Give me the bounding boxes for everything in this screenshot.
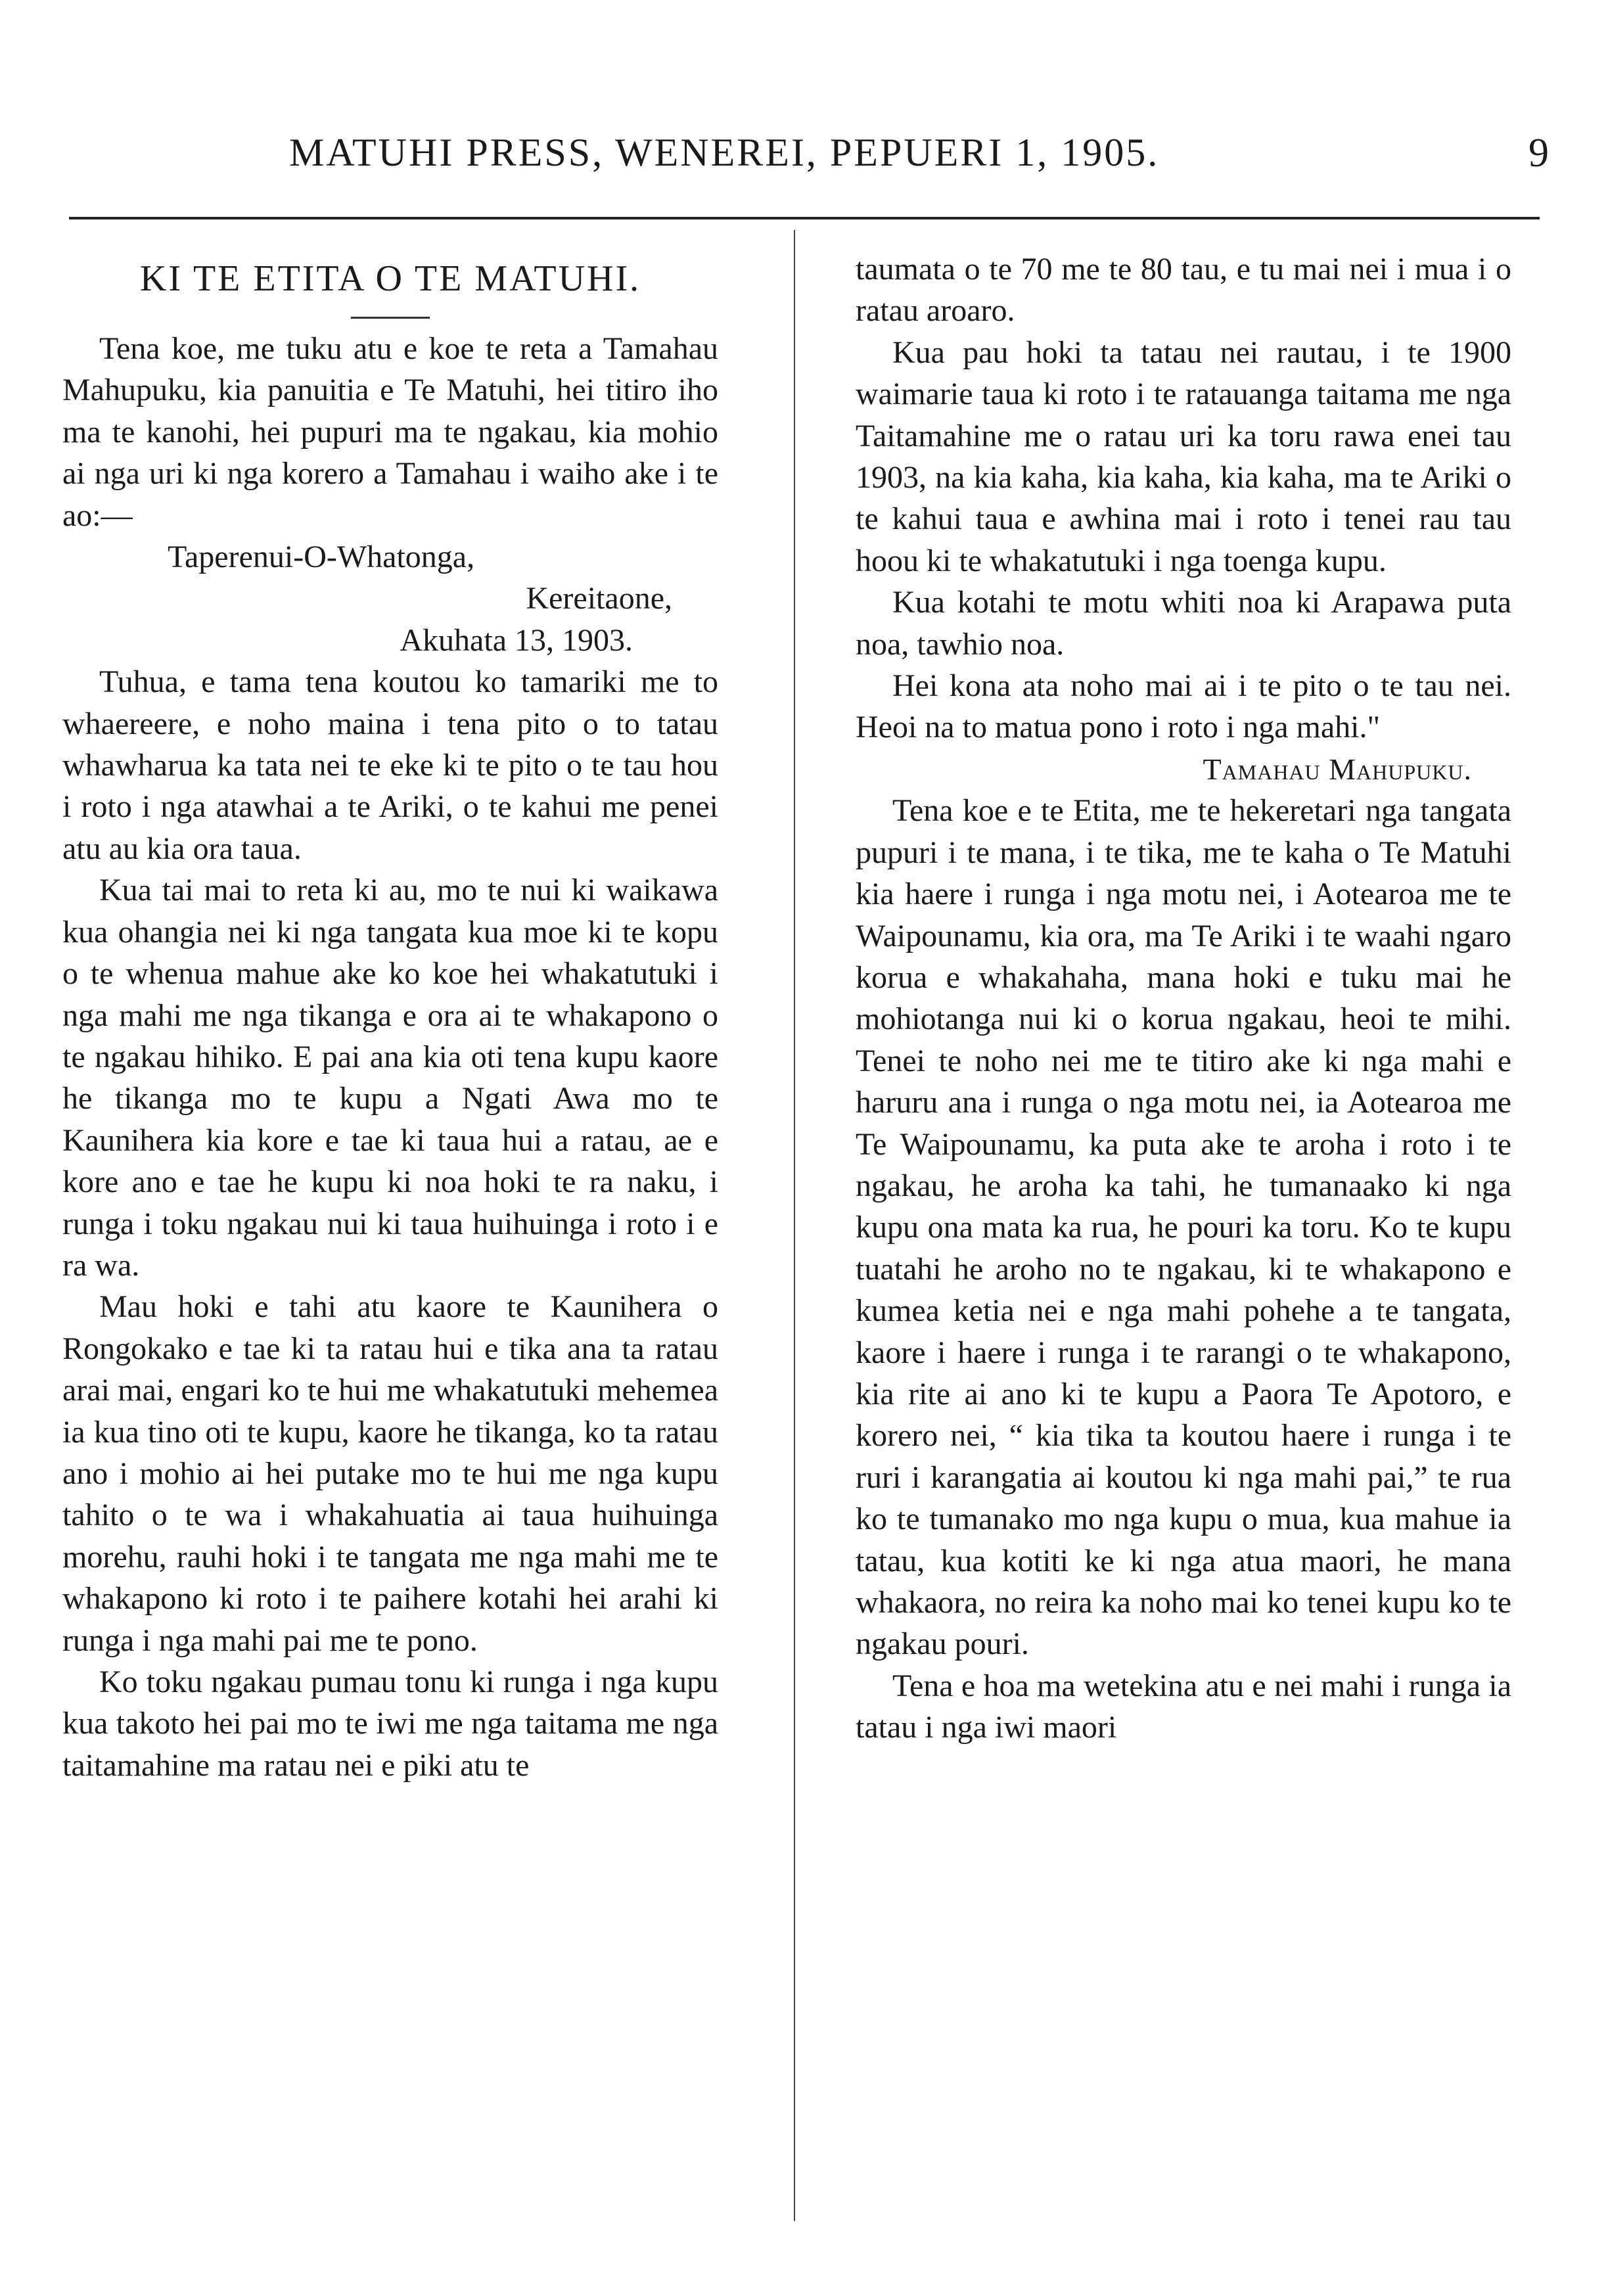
letter-paragraph: Tuhua, e tama tena koutou ko tamariki me to whaereere, e noho maina i tena pito o to tatau whawharua ka tata nei te eke ki te pito o te tau hou i roto i nga atawhai a te Ariki, o te kahui me penei atu au kia ora taua.	[62, 664, 718, 866]
running-header: MATUHI PRESS, WENEREI, PEPUERI 1, 1905.	[289, 131, 1160, 174]
article-title: KI TE ETITA O TE MATUHI.	[139, 258, 641, 299]
title-rule	[351, 317, 430, 319]
reply-paragraph: Tena koe e te Etita, me te hekeretari nga tangata pupuri i te mana, i te tika, me te kaha o Te Matuhi kia haere i runga i nga motu nei, i Aotearoa me te Waipounamu, kia ora, ma Te Ariki i te waahi ngaro korua e whakahaha, mana hoki e tuku mai he mohiotanga nui ki o korua ngakau, heoi te mihi. Tenei te noho nei me te titiro ake ki nga mahi e haruru ana i runga o nga motu nei, ia Aotearoa me Te Waipounamu, ka puta ake te aroha i roto i te ngakau, he aroha ka tahi, he tumanaako ki nga kupu ona mata ka rua, he pouri ka toru. Ko te kupu tuatahi he aroho no te ngakau, ki te whakapono e kumea ketia nei e nga mahi pohehe a te tangata, kaore i haere i runga i te rarangi o te whakapono, kia rite ai ano ki te kupu a Paora Te Apotoro, e korero nei, “ kia tika ta koutou haere i runga i te ruri i karangatia ai koutou ki nga mahi pai,” te rua ko te tumanako mo nga kupu o mua, kua mahue ia tatau, kua kotiti ke ki nga atua maori, he mana whakaora, no reira ka noho mai ko tenei kupu ko te ngakau pouri.	[856, 793, 1511, 1662]
letter-paragraph-continued: taumata o te 70 me te 80 tau, e tu mai nei i mua i o ratau aroaro.	[856, 252, 1511, 329]
page-header	[69, 130, 1549, 196]
letter-paragraph: Kua kotahi te motu whiti noa ki Arapawa puta noa, tawhio noa.	[856, 585, 1511, 662]
letter-paragraph: Hei kona ata noho mai ai i te pito o te tau nei. Heoi na to matua pono i roto i nga mahi."	[856, 668, 1511, 745]
letter-address-place: Taperenui-O-Whatonga,	[168, 540, 475, 575]
reply-paragraph: Tena e hoa ma wetekina atu e nei mahi i runga ia tatau i nga iwi maori	[856, 1668, 1511, 1745]
letter-signature: Tamahau Mahupuku.	[1203, 752, 1472, 786]
letter-paragraph: Mau hoki e tahi atu kaore te Kaunihera o Rongokako e tae ki ta ratau hui e tika ana ta ratau arai mai, engari ko te hui me whakatutuki mehemea ia kua tino oti te kupu, kaore he tikanga, ko ta ratau ano i mohio ai hei putake mo te hui me nga kupu tahito o te wa i whakahuatia ai taua huihuinga morehu, rauhi hoki i te tangata me nga mahi me te whakapono ki roto i te paihere kotahi hei arahi ki runga i nga mahi pai me te pono.	[62, 1289, 718, 1658]
letter-date: Akuhata 13, 1903.	[400, 622, 633, 658]
column-divider	[794, 230, 795, 2221]
left-column	[62, 248, 718, 1786]
letter-paragraph: Ko toku ngakau pumau tonu ki runga i nga kupu kua takoto hei pai mo te iwi me nga taitama me nga taitamahine ma ratau nei e piki atu te	[62, 1665, 718, 1783]
header-rule	[69, 217, 1540, 219]
page-number: 9	[1528, 131, 1549, 175]
letter-paragraph: Kua pau hoki ta tatau nei rautau, i te 1900 waimarie taua ki roto i te ratauanga taitama me nga Taitamahine me o ratau uri ka toru rawa enei tau 1903, na kia kaha, kia kaha, kia kaha, ma te Ariki o te kahui taua e awhina mai i roto i tenei rau tau hoou ki te whakatutuki i nga toenga kupu.	[856, 334, 1511, 578]
intro-paragraph: Tena koe, me tuku atu e koe te reta a Tamahau Mahupuku, kia panuitia e Te Matuhi, hei titiro iho ma te kanohi, hei pupuri ma te ngakau, kia mohio ai nga uri ki nga korero a Tamahau i waiho ake i te ao:—	[62, 331, 718, 533]
letter-address-town: Kereitaone,	[526, 581, 672, 616]
right-column	[856, 248, 1511, 1749]
letter-paragraph: Kua tai mai to reta ki au, mo te nui ki waikawa kua ohangia nei ki nga tangata kua moe ki te kopu o te whenua mahue ake ko koe hei whakatutuki i nga mahi me nga tikanga e ora ai te whakapono o te ngakau hihiko. E pai ana kia oti tena kupu kaore he tikanga mo te kupu a Ngati Awa mo te Kaunihera kia kore e tae ki taua hui a ratau, ae e kore ano e tae he kupu ki noa hoki te ra naku, i runga i toku ngakau nui ki taua huihuinga i roto i e ra wa.	[62, 873, 718, 1283]
